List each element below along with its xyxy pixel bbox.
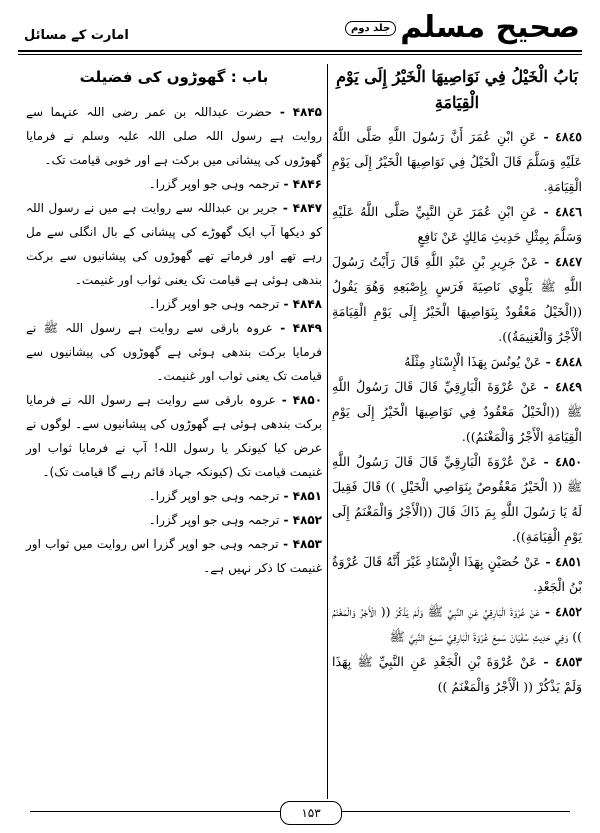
arabic-entry-number: ٤٨٥٢ - [539,604,582,619]
arabic-entry [332,649,582,699]
arabic-entry-number: ٤٨٤٨ - [541,354,582,369]
volume-badge: جلد دوم [345,21,396,36]
chapter-name: امارت کے مسائل [24,28,129,43]
urdu-entry-text: جریر بن عبداللہ سے روایت ہے میں نے رسول اللہ کو دیکھا آپ ایک گھوڑے کی پیشانی کے بال انگلی سے مل رہے تھے اور فرماتے تھے گھوڑوں کی پیشانیوں سے برکت بندھی ہوئی ہے قیامت تک یعنی ثواب اور غنیمت۔ [26,201,322,287]
urdu-entry [26,532,322,580]
arabic-chapter-title: بَابُ الْخَيْلُ فِي نَوَاصِيهَا الْخَيْرُ إِلَى يَوْمِ الْقِيَامَةِ [336,67,578,112]
arabic-entry-text: عَنْ جَرِيرِ بْنِ عَبْدِ اللَّهِ قَالَ رَأَيْتُ رَسُولَ اللَّهِ ﷺ يَلْوِي نَاصِيَةَ فَرَسٍ بِإِصْبَعِهِ وَهُوَ يَقُولُ ((الْخَيْلُ مَعْقُودٌ بِنَوَاصِيهَا الْخَيْرُ إِلَى يَوْمِ الْقِيَامَةِ الْأَجْرُ وَالْغَنِيمَةُ)). [332,254,582,344]
arabic-entry [332,249,582,349]
arabic-entry-text: عَنْ عُرْوَةَ الْبَارِقِيِّ قَالَ قَالَ رَسُولُ اللَّهِ ﷺ (( الْخَيْرُ مَعْقُوصٌ بِنَوَاصِي الْخَيْلِ )) قَالَ فَقِيلَ لَهُ يَا رَسُولَ اللَّهِ بِمَ ذَاكَ قَالَ ((الْأَجْرُ وَالْمَغْنَمُ إِلَى يَوْمِ الْقِيَامَةِ)). [332,454,582,544]
arabic-entries [332,124,582,699]
urdu-entry [26,388,322,484]
arabic-entry [332,449,582,549]
arabic-entry-number: ٤٨٤٦ - [537,204,582,219]
arabic-entry-text: عَنْ عُرْوَةَ الْبَارِقِيِّ قَالَ قَالَ رَسُولُ اللَّهِ ﷺ ((الْخَيْلُ مَعْقُودٌ فِي نَوَاصِيهَا الْخَيْرُ إِلَى يَوْمِ الْقِيَامَةِ الْأَجْرُ وَالْمَغْنَمُ)). [332,379,582,444]
urdu-entry-number: ۴۸۴۷ - [277,201,323,215]
arabic-entry-number: ٤٨٤٧ - [538,254,582,269]
urdu-entry-number: ۴۸۵۳ - [278,537,322,551]
urdu-entry-text: ترجمہ وہی جو اوپر گزرا۔ [148,513,280,527]
arabic-entry [332,124,582,199]
arabic-entry-text: عَنْ حُصَيْنٍ بِهَذَا الْإِسْنَادِ غَيْرَ أَنَّهُ قَالَ عُرْوَةُ بْنُ الْجَعْدِ. [332,554,582,594]
arabic-entry [332,349,582,374]
arabic-entry-text: عَنْ عُرْوَةَ الْبَارِقِيِّ عَنِ النَّبِيِّ ﷺ وَلَمْ يَذْكُرْ (( الْأَجْرُ وَالْمَغْنَمُ )) وَفِي حَدِيثِ سُفْيَانَ سَمِعَ عُرْوَةَ الْبَارِقِيَّ سَمِعَ النَّبِيَّ ﷺ [332,604,582,644]
arabic-entry [332,599,582,649]
page [10,8,590,825]
urdu-entry [26,484,322,508]
urdu-entry-number: ۴۸۴۸ - [279,297,322,311]
urdu-entry [26,196,322,292]
urdu-entry-number: ۴۸۴۶ - [279,177,322,191]
urdu-entry-text: عروہ بارقی سے روایت ہے رسول اللہ ﷺ نے فرمایا برکت بندھی ہوئی ہے گھوڑوں کی پیشانیوں سے قیامت تک یعنی ثواب اور غنیمت۔ [26,321,322,383]
urdu-entry-text: ترجمہ وہی جو اوپر گزرا۔ [148,297,280,311]
arabic-entry [332,199,582,249]
arabic-entry-number: ٤٨٥٠ - [537,454,582,469]
urdu-entry-text: حضرت عبداللہ بن عمر رضی اللہ عنہما سے روایت ہے رسول اللہ صلی اللہ علیہ وسلم نے فرمایا گھوڑوں کی پیشانی میں برکت ہے اور خوبی قیامت تک۔ [26,105,322,167]
arabic-entry-text: عَنِ ابْنِ عُمَرَ عَنِ النَّبِيِّ صَلَّى اللَّهُ عَلَيْهِ وَسَلَّمَ بِمِثْلِ حَدِيثِ مَالِكٍ عَنْ نَافِعٍ [332,204,582,244]
urdu-entry [26,172,322,196]
urdu-chapter-title: باب : گھوڑوں کی فضیلت [79,68,269,86]
urdu-entries [26,100,322,580]
arabic-entry-text: عَنِ ابْنِ عُمَرَ أَنَّ رَسُولَ اللَّهِ صَلَّى اللَّهُ عَلَيْهِ وَسَلَّمَ قَالَ الْخَيْلُ فِي نَوَاصِيهَا الْخَيْرُ إِلَى يَوْمِ الْقِيَامَةِ. [332,129,582,194]
urdu-entry [26,508,322,532]
urdu-entry [26,316,322,388]
urdu-entry-text: ترجمہ وہی جو اوپر گزرا۔ [148,177,280,191]
urdu-entry-text: ترجمہ وہی جو اوپر گزرا۔ [148,489,280,503]
urdu-entry-number: ۴۸۵۲ - [279,513,322,527]
arabic-entry [332,374,582,449]
urdu-entry [26,292,322,316]
header-divider [18,50,582,52]
urdu-entry-number: ۴۸۴۵ - [271,105,322,119]
arabic-entry-number: ٤٨٥١ - [540,554,582,569]
urdu-entry [26,100,322,172]
urdu-entry-number: ۴۸۵۰ - [275,393,323,407]
book-title [345,10,580,45]
urdu-column [26,64,322,580]
urdu-entry-number: ۴۸۴۹ - [272,321,322,335]
book-title-text: صحیح مسلم [400,10,580,45]
arabic-entry-number: ٤٨٤٩ - [537,379,582,394]
urdu-entry-text: عروہ بارقی سے روایت ہے رسول اللہ نے فرمایا برکت بندھی ہوئی ہے گھوڑوں کی پیشانیوں سے۔ لوگوں نے عرض کیا کیونکر یا رسول اللہ! آپ نے فرمایا ثواب اور غنیمت قیامت تک (کیونکہ جہاد قائم رہے گا قیامت تک)۔ [26,393,322,479]
column-divider [327,64,328,799]
urdu-entry-number: ۴۸۵۱ - [279,489,322,503]
arabic-entry-number: ٤٨٤٥ - [536,129,582,144]
arabic-column [332,64,582,699]
arabic-entry [332,549,582,599]
arabic-entry-number: ٤٨٥٣ - [536,654,582,669]
page-number: ۱۵۳ [280,801,342,825]
arabic-entry-text: عَنْ عُرْوَةَ بْنِ الْجَعْدِ عَنِ النَّبِيِّ ﷺ بِهَذَا وَلَمْ يَذْكُرْ (( الْأَجْرُ وَالْمَغْنَمُ )) [332,654,582,694]
arabic-entry-text: عَنْ يُونُسَ بِهَذَا الْإِسْنَادِ مِثْلَهُ [404,354,542,369]
header-divider-thin [18,54,582,55]
urdu-entry-text: ترجمہ وہی جو اوپر گزرا اس روایت میں ثواب اور غنیمت کا ذکر نہیں ہے۔ [26,537,322,575]
